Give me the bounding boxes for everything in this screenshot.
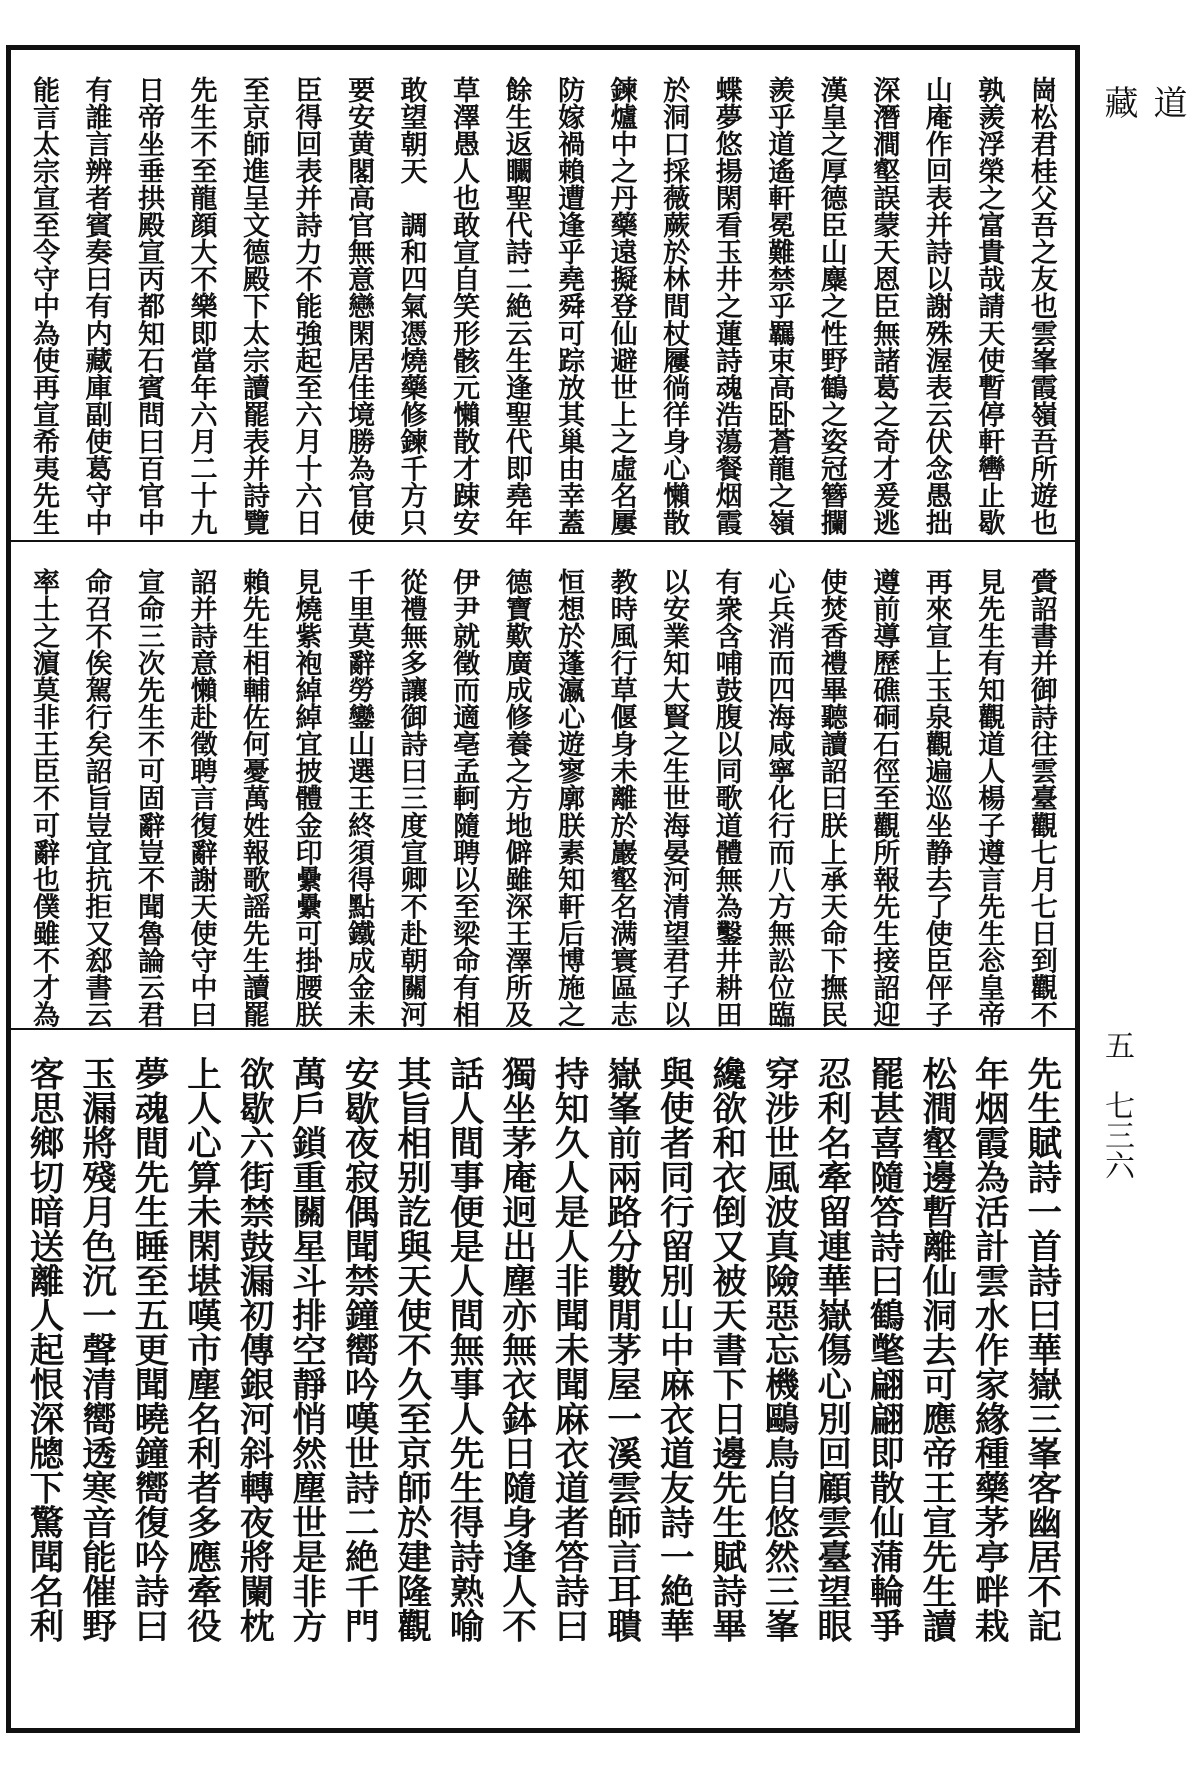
text-column: 德寶歎廣成修養之方地僻雖深王澤所及: [500, 568, 532, 1028]
text-column: 漢皇之厚德臣山麋之性野鶴之姿冠簪攔: [815, 76, 847, 536]
text-column: 心兵消而四海咸寧化行而八方無訟位臨: [763, 568, 795, 1028]
text-column: 臣得回表并詩力不能強起至六月十六日: [290, 76, 322, 536]
text-column: 宣命三次先生不可固辭豈不聞魯論云君: [133, 568, 165, 1028]
text-column: 有誰言辨者賓奏曰有内藏庫副使葛守中: [80, 76, 112, 536]
text-panel-top: [11, 50, 1075, 540]
text-column: 嶽峯前兩路分數閒茅屋一溪雲師言耳聵: [600, 1056, 641, 1643]
text-column: 崗松君桂父吾之友也雲峯霞嶺吾所遊也: [1025, 76, 1057, 536]
text-column: 孰羨浮榮之富貴哉請天使暫停軒轡止歇: [973, 76, 1005, 536]
text-column: 有衆含哺鼓腹以同歌道體無為鑿井耕田: [710, 568, 742, 1028]
text-column: 安歇夜寂偶聞禁鐘嚮吟嘆世詩二絶千門: [338, 1056, 379, 1643]
text-column: 日帝坐垂拱殿宣丙都知石賓問曰百官中: [133, 76, 165, 536]
text-column: 賫詔書并御詩往雲臺觀七月七日到觀不: [1025, 568, 1057, 1028]
text-column: 松澗壑邊暫離仙洞去可應帝王宣先生讀: [915, 1056, 956, 1643]
text-column: 賴先生相輔佐何憂萬姓報歌謡先生讀罷: [238, 568, 270, 1028]
text-column: 再來宣上玉泉觀遍巡坐静去了使臣伻子: [920, 568, 952, 1028]
text-column: 年烟霞為活計雲水作家緣種藥茅亭畔栽: [968, 1056, 1009, 1643]
text-column: 纔欲和衣倒又被天書下日邊先生賦詩畢: [705, 1056, 746, 1643]
text-column: 先生賦詩一首詩曰華嶽三峯客幽居不記: [1020, 1056, 1061, 1643]
text-column: 千里莫辭勞鑾山選王終須得點鐵成金未: [343, 568, 375, 1028]
text-column: 山庵作回表并詩以謝殊渥表云伏念愚拙: [920, 76, 952, 536]
text-column: 於洞口採薇蕨於林間杖屨徜徉身心懶散: [658, 76, 690, 536]
text-column: 先生不至龍顔大不樂即當年六月二十九: [185, 76, 217, 536]
text-column: 見燒紫袍綽綽宜披體金印纍纍可掛腰朕: [290, 568, 322, 1028]
text-column: 要安黄閣高官無意戀閑居佳境勝為官使: [343, 76, 375, 536]
text-column: 率土之濵莫非王臣不可辭也僕雖不才為: [28, 568, 59, 1028]
text-column: 蝶夢悠揚閑看玉井之蓮詩魂浩蕩餐烟霞: [710, 76, 742, 536]
text-column: 至京師進呈文德殿下太宗讀罷表并詩覽: [238, 76, 270, 536]
text-column: 命召不俟駕行矣詔旨豈宜抗拒又郄書云: [80, 568, 112, 1028]
text-column: 深潛澗壑誤蒙天恩臣無諸葛之奇才爰逃: [868, 76, 900, 536]
text-column: 話人間事便是人間無事人先生得詩熟喻: [443, 1056, 484, 1643]
text-column: 持知久人是人非聞未聞麻衣道者答詩曰: [548, 1056, 589, 1643]
text-column: 使焚香禮畢聽讀詔曰朕上承天命下撫民: [815, 568, 847, 1028]
text-column: 從禮無多讓御詩曰三度宣卿不赴朝關河: [395, 568, 427, 1028]
text-column: 伊尹就徵而適亳孟軻隨聘以至梁命有相: [448, 568, 480, 1028]
text-column: 上人心算未閑堪嘆市塵名利者多應牽役: [180, 1056, 221, 1643]
text-column: 忍利名牽留連華嶽傷心別回顧雲臺望眼: [810, 1056, 851, 1643]
text-column: 夢魂間先生睡至五更聞曉鐘嚮復吟詩曰: [128, 1056, 169, 1643]
text-column: 鍊爐中之丹藥遠擬登仙避世上之虛名屢: [605, 76, 637, 536]
text-column: 能言太宗宣至令守中為使再宣希夷先生: [28, 76, 59, 536]
page-number: 五 七三六: [1099, 1030, 1134, 1180]
text-column: 羨乎道遙軒冕難禁乎羈束高卧蒼龍之嶺: [763, 76, 795, 536]
text-column: 欲歇六街禁鼓漏初傳銀河斜轉夜將闌枕: [233, 1056, 274, 1643]
text-column: 詔并詩意懶赴徵聘言復辭謝天使守中曰: [185, 568, 217, 1028]
text-column: 以安業知大賢之生世海晏河清望君子以: [658, 568, 690, 1028]
text-column: 與使者同行留別山中麻衣道友詩一絶華: [653, 1056, 694, 1643]
text-column: 玉漏將殘月色沉一聲清嚮透寒音能催野: [75, 1056, 116, 1643]
text-column: 見先生有知觀道人楊子遵言先生忩皇帝: [973, 568, 1005, 1028]
text-column: 草澤愚人也敢宣自笑形骸元懶散才踈安: [448, 76, 480, 536]
text-column: 萬戶鎖重關星斗排空靜悄然塵世是非方: [285, 1056, 326, 1643]
text-column: 客思鄉切暗送離人起恨深牕下驚聞名利: [23, 1056, 63, 1643]
text-column: 敢望朝天 調和四氣憑燒藥修鍊千方只: [395, 76, 427, 536]
collection-title: 道藏: [1098, 85, 1187, 269]
text-frame: [6, 45, 1080, 1733]
text-column: 其旨相别訖與天使不久至京師於建隆觀: [390, 1056, 431, 1643]
text-column: 防嫁禍賴遭逢乎堯舜可踪放其巢由幸蓋: [553, 76, 585, 536]
text-column: 遵前導歷礁硐石徑至觀所報先生接詔迎: [868, 568, 900, 1028]
text-column: 罷甚喜隨答詩曰鶴氅翩翩即散仙蒲輪爭: [863, 1056, 904, 1643]
text-column: 獨坐茅庵迥出塵亦無衣鉢日隨身逢人不: [495, 1056, 536, 1643]
text-panel-middle: [11, 542, 1075, 1028]
text-column: 恒想於蓬瀛心遊寥廓朕素知軒后博施之: [553, 568, 585, 1028]
text-panel-bottom: [11, 1030, 1075, 1728]
text-column: 教時風行草偃身未離於巖壑名满寰區志: [605, 568, 637, 1028]
text-column: 穿涉世風波真險惡忘機鷗鳥自悠然三峯: [758, 1056, 799, 1643]
text-column: 餘生返矙聖代詩二絶云生逢聖代即堯年: [500, 76, 532, 536]
